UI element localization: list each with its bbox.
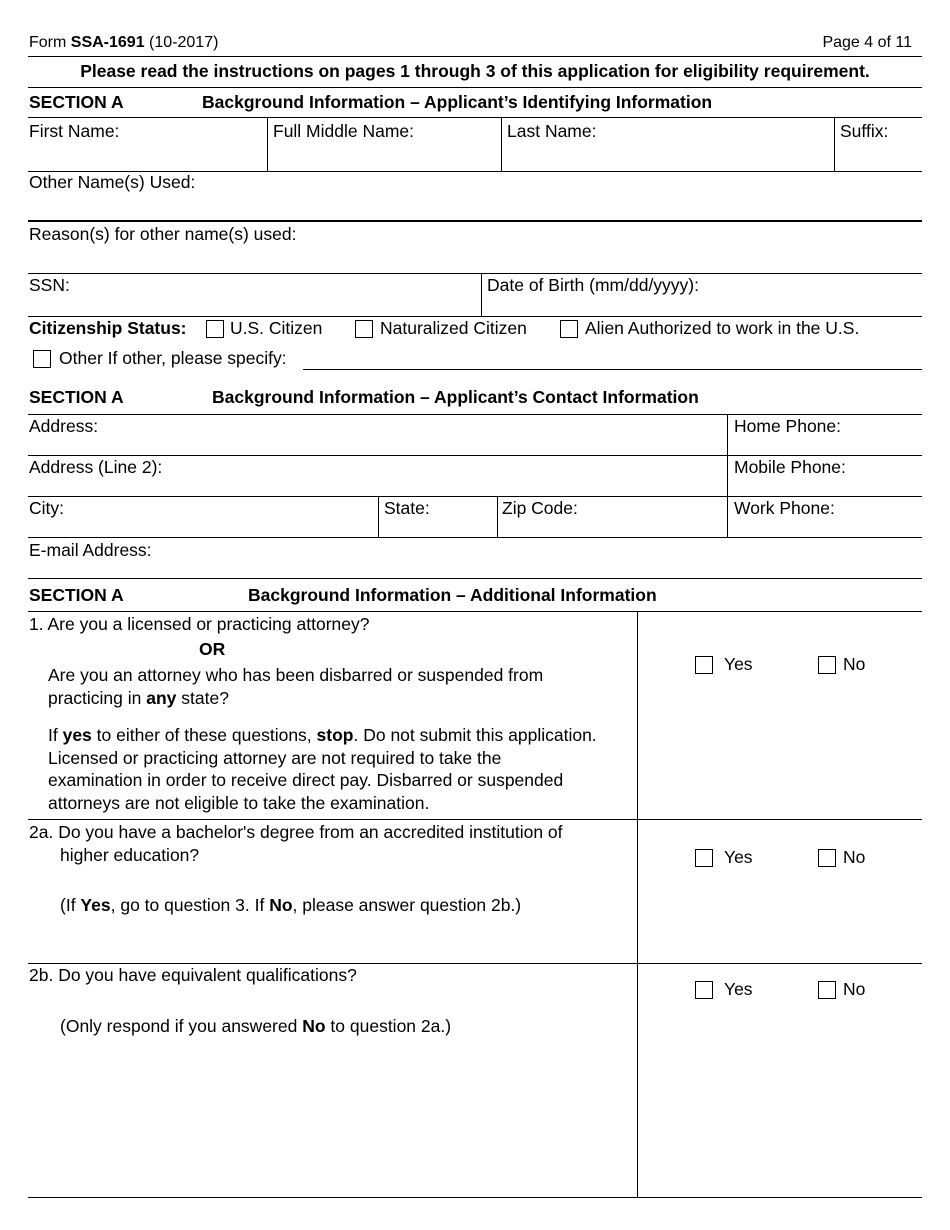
naturalized-citizen-checkbox[interactable]: [355, 320, 373, 338]
answer-column-divider: [637, 611, 638, 1197]
question-1-note: If yes to either of these questions, stop. Do not submit this application. Licensed or practicing attorney are not required to take the examination in order to receive direct pay. Disbarred or suspended attorneys are not eligible to take the examination.: [48, 725, 597, 813]
work-phone-field[interactable]: Work Phone:: [734, 498, 835, 518]
divider: [267, 117, 268, 171]
instructions-banner: Please read the instructions on pages 1 through 3 of this application for eligibility requirement.: [80, 61, 870, 81]
section-label: SECTION A: [29, 92, 124, 112]
q2b-yes-label: Yes: [724, 979, 753, 999]
divider: [727, 414, 728, 537]
divider: [28, 220, 922, 222]
section-label: SECTION A: [29, 585, 124, 605]
page-number: Page 4 of 11: [822, 34, 912, 51]
divider: [481, 273, 482, 316]
q1-yes-checkbox[interactable]: [695, 656, 713, 674]
us-citizen-checkbox[interactable]: [206, 320, 224, 338]
alien-authorized-label: Alien Authorized to work in the U.S.: [585, 318, 860, 338]
reasons-field[interactable]: Reason(s) for other name(s) used:: [29, 224, 297, 244]
suffix-field[interactable]: Suffix:: [840, 121, 889, 141]
question-1: 1. Are you a licensed or practicing attorney?: [29, 614, 370, 634]
q2a-yes-label: Yes: [724, 847, 753, 867]
first-name-field[interactable]: First Name:: [29, 121, 120, 141]
divider: [28, 273, 922, 274]
divider: [28, 578, 922, 579]
divider: [497, 496, 498, 537]
section-title: Background Information – Applicant’s Contact Information: [212, 387, 699, 407]
divider: [28, 496, 922, 497]
naturalized-citizen-label: Naturalized Citizen: [380, 318, 527, 338]
q2b-no-checkbox[interactable]: [818, 981, 836, 999]
divider: [834, 117, 835, 171]
question-1-or: OR: [199, 639, 226, 659]
question-2a-note: (If Yes, go to question 3. If No, please answer question 2b.): [60, 895, 522, 915]
section-label: SECTION A: [29, 387, 124, 407]
section-title: Background Information – Applicant’s Identifying Information: [202, 92, 713, 112]
middle-name-field[interactable]: Full Middle Name:: [273, 121, 415, 141]
last-name-field[interactable]: Last Name:: [507, 121, 597, 141]
divider: [28, 1197, 922, 1198]
q2a-yes-checkbox[interactable]: [695, 849, 713, 867]
divider: [28, 611, 922, 612]
q2a-no-label: No: [843, 847, 866, 867]
other-names-field[interactable]: Other Name(s) Used:: [29, 172, 196, 192]
citizenship-label: Citizenship Status:: [29, 318, 187, 338]
home-phone-field[interactable]: Home Phone:: [734, 416, 842, 436]
divider: [28, 56, 922, 57]
mobile-phone-field[interactable]: Mobile Phone:: [734, 457, 846, 477]
divider: [28, 455, 922, 456]
address-line2-field[interactable]: Address (Line 2):: [29, 457, 163, 477]
divider: [28, 316, 922, 317]
us-citizen-label: U.S. Citizen: [230, 318, 323, 338]
divider: [28, 117, 922, 118]
section-title: Background Information – Additional Information: [248, 585, 657, 605]
alien-authorized-checkbox[interactable]: [560, 320, 578, 338]
divider: [28, 87, 922, 88]
divider: [501, 117, 502, 171]
other-citizenship-label: Other If other, please specify:: [59, 348, 287, 368]
email-field[interactable]: E-mail Address:: [29, 540, 152, 560]
divider: [28, 537, 922, 538]
question-1-alternate: Are you an attorney who has been disbarred or suspended from practicing in any state?: [48, 665, 544, 708]
address-field[interactable]: Address:: [29, 416, 99, 436]
state-field[interactable]: State:: [384, 498, 430, 518]
q1-no-checkbox[interactable]: [818, 656, 836, 674]
q1-yes-label: Yes: [724, 654, 753, 674]
form-identifier: Form SSA-1691 (10-2017): [29, 34, 219, 51]
q2a-no-checkbox[interactable]: [818, 849, 836, 867]
q2b-no-label: No: [843, 979, 866, 999]
q2b-yes-checkbox[interactable]: [695, 981, 713, 999]
other-citizenship-checkbox[interactable]: [33, 350, 51, 368]
ssn-field[interactable]: SSN:: [29, 275, 70, 295]
q1-no-label: No: [843, 654, 866, 674]
divider: [28, 819, 922, 820]
city-field[interactable]: City:: [29, 498, 64, 518]
divider: [28, 963, 922, 964]
divider: [28, 414, 922, 415]
question-2b: 2b. Do you have equivalent qualifications?: [29, 965, 357, 985]
zip-code-field[interactable]: Zip Code:: [502, 498, 578, 518]
other-specify-input[interactable]: [303, 369, 922, 370]
dob-field[interactable]: Date of Birth (mm/dd/yyyy):: [487, 275, 699, 295]
question-2a: 2a. Do you have a bachelor's degree from an accredited institution of higher education?: [29, 822, 563, 865]
divider: [378, 496, 379, 537]
question-2b-note: (Only respond if you answered No to question 2a.): [60, 1016, 452, 1036]
